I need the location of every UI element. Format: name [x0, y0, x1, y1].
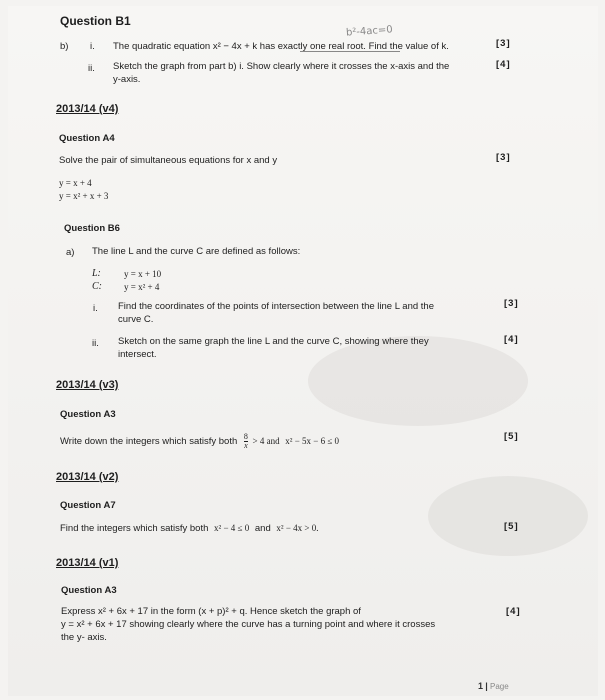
b6-i-text-1: Find the coordinates of the points of intersection between the line L and the [118, 301, 434, 312]
b6-ii-text-1: Sketch on the same graph the line L and the curve C, showing where they [118, 336, 429, 347]
v4-eq2: y = x² + x + 3 [59, 191, 109, 201]
question-b6-heading: Question B6 [64, 223, 120, 234]
v2-ineq2: x² − 4x > 0. [276, 523, 319, 533]
b1-ii-marks: [4] [496, 59, 511, 70]
question-b1-heading: Question B1 [60, 14, 131, 28]
v2-and: and [254, 523, 271, 534]
v4-marks: [3] [496, 152, 511, 163]
b1-ii-text-2: y-axis. [113, 74, 141, 85]
b6-line-eq: y = x + 10 [124, 269, 162, 279]
year-heading-v4: 2013/14 (v4) [56, 103, 119, 115]
v2-text [60, 523, 319, 534]
v2-ineq1: x² − 4 ≤ 0 [214, 523, 250, 533]
v3-fraction [244, 433, 248, 450]
photo-smudge [308, 336, 528, 426]
b1-ii-label: ii. [88, 63, 95, 74]
v3-marks: [5] [504, 431, 519, 442]
b6-line-label: L: [92, 268, 101, 279]
b6-ii-marks: [4] [504, 334, 519, 345]
photo-smudge [428, 476, 588, 556]
b1-ii-text-1: Sketch the graph from part b) i. Show clearly where it crosses the x-axis and the [113, 61, 450, 72]
b6-curve-label: C: [92, 281, 102, 292]
page-word: Page [490, 682, 509, 691]
page-number: 1 [478, 681, 484, 691]
b1-i-label: i. [90, 41, 95, 52]
b6-i-text-2: curve C. [118, 314, 154, 325]
question-a3-heading-v1: Question A3 [61, 585, 117, 596]
v1-line-1: Express x² + 6x + 17 in the form (x + p)² + q. Hence sketch the graph of [61, 606, 361, 617]
handwritten-note: b²-4ac=0 [345, 24, 394, 39]
question-a7-heading: Question A7 [60, 500, 116, 511]
year-heading-v1: 2013/14 (v1) [56, 557, 119, 569]
v4-eq1: y = x + 4 [59, 178, 92, 188]
v4-text: Solve the pair of simultaneous equations for x and y [59, 155, 278, 166]
page-footer [478, 681, 509, 691]
b6-ii-label: ii. [92, 338, 99, 349]
b6-i-marks: [3] [504, 298, 519, 309]
b1-part-label: b) [60, 41, 69, 52]
v3-frac-den: x [244, 441, 248, 450]
b6-ii-text-2: intersect. [118, 349, 157, 360]
v3-ineq1-rest: > 4 and [252, 436, 280, 447]
b1-i-marks: [3] [496, 38, 511, 49]
year-heading-v2: 2013/14 (v2) [56, 471, 119, 483]
v3-text-pre: Write down the integers which satisfy both [60, 436, 238, 448]
v1-line-3: the y- axis. [61, 632, 107, 643]
b1-i-text: The quadratic equation x² − 4x + k has exactly one real root. Find the value of k. [113, 41, 449, 52]
v3-text [60, 433, 339, 450]
question-a3-heading-v3: Question A3 [60, 409, 116, 420]
v1-marks: [4] [506, 606, 521, 617]
b6-curve-eq: y = x² + 4 [124, 282, 160, 292]
v2-text-pre: Find the integers which satisfy both [60, 523, 209, 534]
year-heading-v3: 2013/14 (v3) [56, 379, 119, 391]
page-separator: | [485, 681, 488, 691]
v3-ineq2: x² − 5x − 6 ≤ 0 [285, 436, 340, 447]
b6-part-label: a) [66, 247, 75, 258]
b6-i-label: i. [93, 303, 98, 314]
v2-marks: [5] [504, 521, 519, 532]
v1-line-2: y = x² + 6x + 17 showing clearly where the curve has a turning point and where it crosses [61, 619, 436, 630]
b6-intro: The line L and the curve C are defined as follows: [92, 246, 301, 257]
question-a4-heading: Question A4 [59, 133, 115, 144]
v3-frac-num: 8 [243, 432, 248, 441]
